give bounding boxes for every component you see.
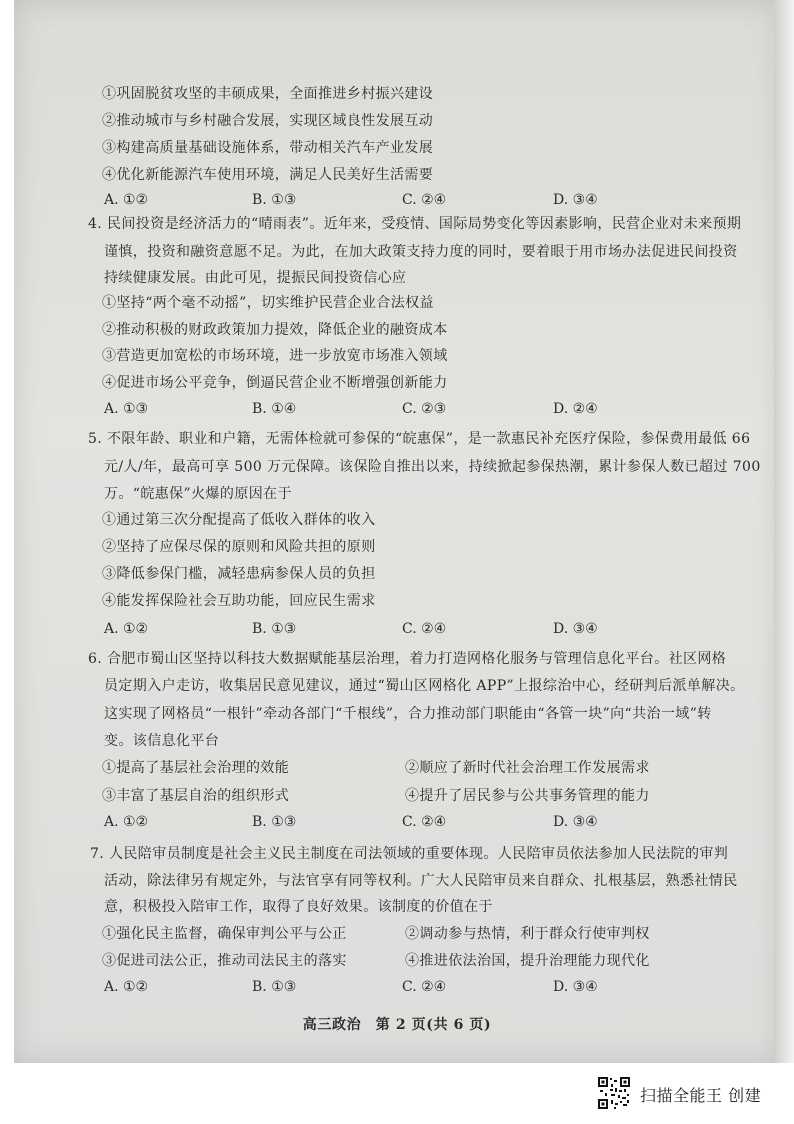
q6-option-2: ②顺应了新时代社会治理工作发展需求	[405, 760, 650, 776]
q4-option-3: ③营造更加宽松的市场环境，进一步放宽市场准入领域	[102, 348, 448, 364]
q7-option-4: ④推进依法治国，提升治理能力现代化	[405, 953, 650, 969]
q4-option-4: ④促进市场公平竞争，倒逼民营企业不断增强创新能力	[102, 375, 448, 391]
q7-answer-c: C. ②④	[402, 979, 447, 995]
q7-option-3: ③促进司法公正，推动司法民主的落实	[102, 953, 347, 969]
q3-answer-d: D. ③④	[553, 192, 598, 208]
q5-stem-line-1: 5. 不限年龄、职业和户籍，无需体检就可参保的“皖惠保”，是一款惠民补充医疗保险，参保费用最低 66	[88, 431, 751, 447]
q5-answer-b: B. ①③	[252, 621, 297, 637]
q5-option-4: ④能发挥保险社会互助功能，回应民生需求	[102, 593, 376, 609]
q5-option-1: ①通过第三次分配提高了低收入群体的收入	[102, 512, 376, 528]
q5-answer-a: A. ①②	[104, 621, 149, 637]
q6-answer-d: D. ③④	[553, 814, 598, 830]
page-footer: 高三政治 第 2 页(共 6 页)	[302, 1017, 492, 1033]
page-edge	[774, 0, 794, 1063]
q6-answer-b: B. ①③	[252, 814, 297, 830]
q7-option-1: ①强化民主监督，确保审判公平与公正	[102, 926, 347, 942]
q6-answer-c: C. ②④	[402, 814, 447, 830]
q6-stem-line-1: 6. 合肥市蜀山区坚持以科技大数据赋能基层治理，着力打造网格化服务与管理信息化平台。社区网格	[88, 651, 727, 667]
q7-answer-a: A. ①②	[104, 979, 149, 995]
q5-stem-line-3: 万。“皖惠保”火爆的原因在于	[104, 486, 292, 502]
q4-option-1: ①坚持“两个毫不动摇”，切实维护民营企业合法权益	[102, 295, 434, 311]
q7-option-2: ②调动参与热情，利于群众行使审判权	[405, 926, 650, 942]
q7-stem-line-2: 活动，除法律另有规定外，与法官享有同等权利。广大人民陪审员来自群众、扎根基层，熟悉社情民	[104, 873, 738, 889]
q5-answer-d: D. ③④	[553, 621, 598, 637]
q4-answer-a: A. ①③	[104, 401, 149, 417]
q7-answer-d: D. ③④	[553, 979, 598, 995]
q6-answer-a: A. ①②	[104, 814, 149, 830]
scanner-watermark: 扫描全能王 创建	[640, 1086, 762, 1105]
q3-answer-a: A. ①②	[104, 192, 149, 208]
q6-option-4: ④提升了居民参与公共事务管理的能力	[405, 788, 650, 804]
q7-stem-line-1: 7. 人民陪审员制度是社会主义民主制度在司法领域的重要体现。人民陪审员依法参加人民法院的审判	[90, 846, 729, 862]
q4-option-2: ②推动积极的财政政策加力提效，降低企业的融资成本	[102, 322, 448, 338]
q5-stem-line-2: 元/人/年，最高可享 500 万元保障。该保险自推出以来，持续掀起参保热潮，累计参保人数已超过 700	[104, 459, 761, 475]
q7-answer-b: B. ①③	[252, 979, 297, 995]
q4-stem-line-2: 谨慎，投资和融资意愿不足。为此，在加大政策支持力度的同时，要着眼于用市场办法促进民间投资	[104, 244, 738, 260]
q7-stem-line-3: 意，积极投入陪审工作，取得了良好效果。该制度的价值在于	[104, 899, 493, 915]
q3-answer-c: C. ②④	[402, 192, 447, 208]
q4-stem-line-1: 4. 民间投资是经济活力的“晴雨表”。近年来，受疫情、国际局势变化等因素影响，民营企业对未来预期	[88, 216, 742, 232]
q6-option-3: ③丰富了基层自治的组织形式	[102, 788, 290, 804]
q5-answer-c: C. ②④	[402, 621, 447, 637]
q4-answer-c: C. ②③	[402, 401, 447, 417]
q4-answer-d: D. ②④	[553, 401, 598, 417]
q6-option-1: ①提高了基层社会治理的效能	[102, 760, 290, 776]
q3-option-2: ②推动城市与乡村融合发展，实现区域良性发展互动	[102, 113, 434, 129]
q5-option-3: ③降低参保门槛，减轻患病参保人员的负担	[102, 566, 376, 582]
q6-stem-line-3: 这实现了网格员“一根针”牵动各部门“千根线”，合力推动部门职能由“各管一块”向“共治一域”转	[104, 706, 712, 722]
q3-option-4: ④优化新能源汽车使用环境，满足人民美好生活需要	[102, 167, 434, 183]
q4-answer-b: B. ①④	[252, 401, 297, 417]
q3-answer-b: B. ①③	[252, 192, 297, 208]
q5-option-2: ②坚持了应保尽保的原则和风险共担的原则	[102, 539, 376, 555]
q6-stem-line-2: 员定期入户走访，收集居民意见建议，通过“蜀山区网格化 APP”上报综治中心，经研判后派单解决。	[104, 678, 745, 694]
q3-option-3: ③构建高质量基础设施体系，带动相关汽车产业发展	[102, 140, 434, 156]
q6-stem-line-4: 变。该信息化平台	[104, 733, 220, 749]
q4-stem-line-3: 持续健康发展。由此可见，提振民间投资信心应	[104, 270, 407, 286]
qr-code-icon	[598, 1077, 630, 1109]
q3-option-1: ①巩固脱贫攻坚的丰硕成果，全面推进乡村振兴建设	[102, 86, 434, 102]
